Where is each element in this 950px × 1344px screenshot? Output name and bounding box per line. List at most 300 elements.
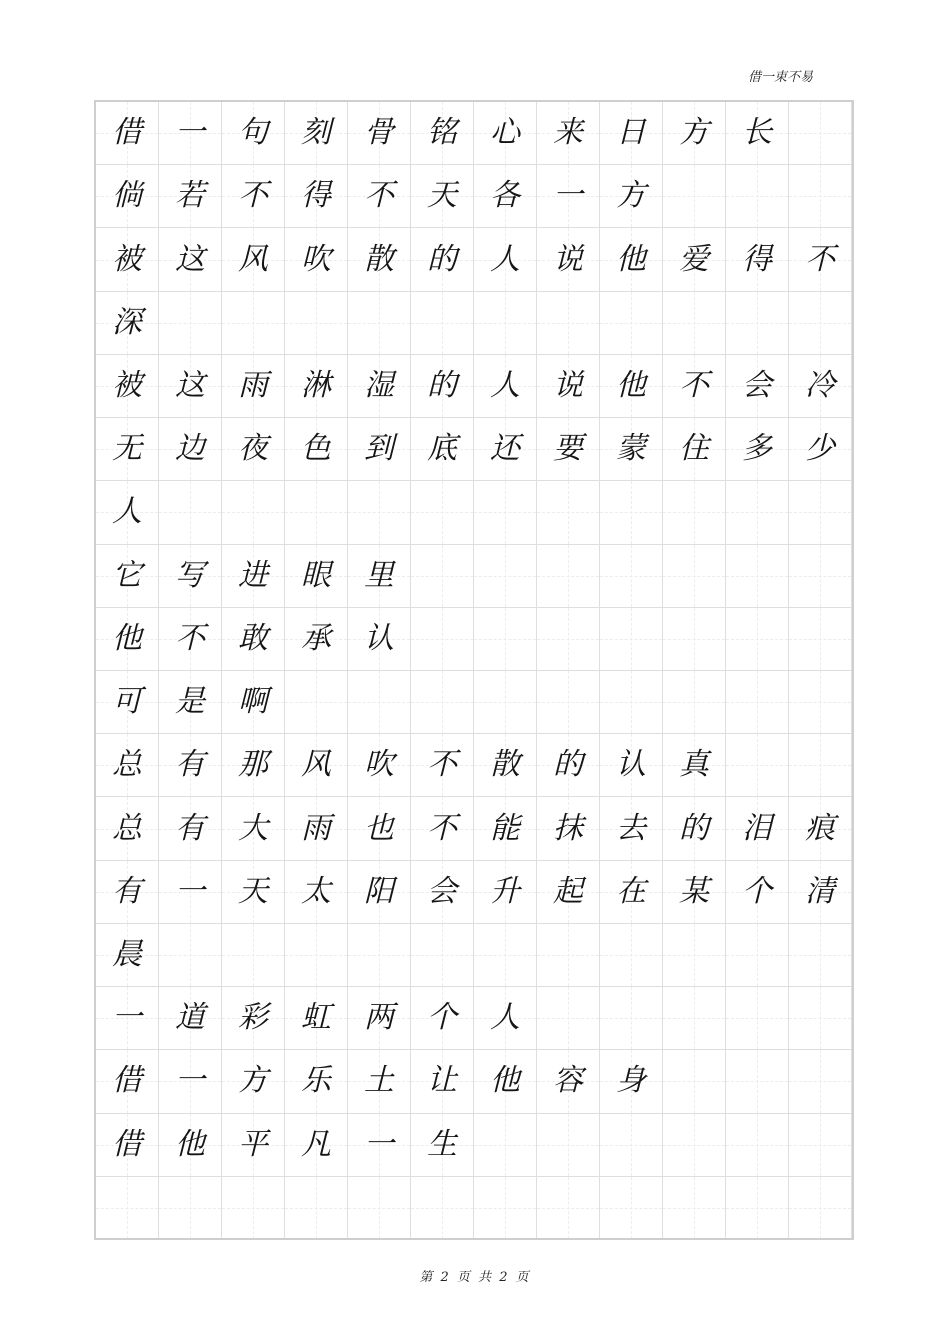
grid-cell — [159, 1177, 222, 1240]
grid-character: 的 — [427, 241, 457, 277]
grid-character: 风 — [238, 241, 268, 277]
grid-cell — [222, 861, 285, 924]
grid-cell — [222, 734, 285, 797]
grid-cell — [474, 734, 537, 797]
grid-cell — [348, 292, 411, 355]
grid-cell — [411, 671, 474, 734]
grid-cell — [159, 608, 222, 671]
grid-character: 他 — [490, 1063, 520, 1099]
grid-cell — [285, 481, 348, 544]
grid-cell — [537, 165, 600, 228]
grid-cell — [222, 924, 285, 987]
grid-cell — [222, 671, 285, 734]
grid-cell — [96, 671, 159, 734]
grid-cell — [222, 228, 285, 291]
grid-cell — [537, 102, 600, 165]
grid-cell — [600, 1114, 663, 1177]
grid-cell — [537, 481, 600, 544]
grid-character: 抹 — [553, 810, 583, 846]
grid-cell — [222, 418, 285, 481]
grid-character: 天 — [427, 178, 457, 214]
grid-cell — [726, 861, 789, 924]
grid-cell — [159, 481, 222, 544]
grid-cell — [285, 1114, 348, 1177]
grid-cell — [600, 355, 663, 418]
grid-cell — [96, 418, 159, 481]
grid-cell — [348, 418, 411, 481]
grid-cell — [726, 734, 789, 797]
grid-cell — [96, 292, 159, 355]
grid-cell — [600, 608, 663, 671]
grid-cell — [726, 1114, 789, 1177]
grid-cell — [348, 861, 411, 924]
grid-cell — [411, 545, 474, 608]
grid-cell — [222, 1050, 285, 1113]
grid-character: 骨 — [364, 115, 394, 151]
grid-character: 他 — [616, 241, 646, 277]
grid-cell — [222, 355, 285, 418]
grid-cell — [537, 861, 600, 924]
grid-character: 生 — [427, 1126, 457, 1162]
grid-character: 雨 — [301, 810, 331, 846]
grid-character: 的 — [679, 810, 709, 846]
grid-cell — [474, 292, 537, 355]
grid-cell — [726, 608, 789, 671]
grid-cell — [726, 102, 789, 165]
grid-character: 晨 — [112, 936, 142, 972]
grid-cell — [789, 292, 852, 355]
grid-character: 清 — [805, 873, 835, 909]
grid-cell — [222, 1114, 285, 1177]
grid-cell — [285, 1050, 348, 1113]
grid-cell — [348, 481, 411, 544]
grid-cell — [159, 292, 222, 355]
grid-cell — [159, 228, 222, 291]
grid-character: 来 — [553, 115, 583, 151]
grid-cell — [663, 1177, 726, 1240]
grid-cell — [159, 987, 222, 1050]
grid-character: 一 — [364, 1126, 394, 1162]
grid-cell — [159, 734, 222, 797]
grid-cell — [789, 987, 852, 1050]
grid-character: 身 — [616, 1063, 646, 1099]
grid-character: 他 — [616, 367, 646, 403]
grid-character: 一 — [553, 178, 583, 214]
grid-cell — [663, 671, 726, 734]
grid-cell — [726, 418, 789, 481]
grid-cell — [600, 165, 663, 228]
grid-cell — [663, 608, 726, 671]
grid-cell — [411, 1050, 474, 1113]
grid-character: 雨 — [238, 367, 268, 403]
grid-character: 人 — [112, 494, 142, 530]
grid-cell — [789, 165, 852, 228]
grid-character: 散 — [364, 241, 394, 277]
grid-character: 倘 — [112, 178, 142, 214]
grid-cell — [285, 608, 348, 671]
grid-cell — [285, 797, 348, 860]
grid-cell — [222, 797, 285, 860]
grid-cell — [537, 292, 600, 355]
grid-cell — [537, 608, 600, 671]
grid-character: 被 — [112, 367, 142, 403]
grid-character: 有 — [175, 747, 205, 783]
grid-character: 不 — [805, 241, 835, 277]
grid-cell — [789, 608, 852, 671]
grid-cell — [159, 1050, 222, 1113]
grid-cell — [726, 481, 789, 544]
grid-character: 眼 — [301, 557, 331, 593]
grid-cell — [474, 797, 537, 860]
grid-cell — [96, 797, 159, 860]
page-number-footer: 第 2 页 共 2 页 — [419, 1270, 531, 1285]
grid-cell — [789, 1050, 852, 1113]
grid-character: 得 — [301, 178, 331, 214]
grid-character: 住 — [679, 431, 709, 467]
grid-cell — [222, 292, 285, 355]
grid-cell — [411, 734, 474, 797]
grid-character: 人 — [490, 1000, 520, 1036]
grid-character: 真 — [679, 747, 709, 783]
grid-cell — [726, 355, 789, 418]
grid-cell — [348, 355, 411, 418]
grid-cell — [159, 671, 222, 734]
grid-cell — [96, 608, 159, 671]
grid-character: 爱 — [679, 241, 709, 277]
grid-cell — [96, 987, 159, 1050]
grid-cell — [663, 165, 726, 228]
grid-character: 这 — [175, 367, 205, 403]
grid-cell — [789, 734, 852, 797]
grid-cell — [663, 1050, 726, 1113]
grid-cell — [159, 102, 222, 165]
grid-character: 无 — [112, 431, 142, 467]
grid-character: 铭 — [427, 115, 457, 151]
grid-cell — [411, 987, 474, 1050]
grid-cell — [348, 924, 411, 987]
grid-cell — [726, 1050, 789, 1113]
grid-cell — [600, 481, 663, 544]
grid-cell — [285, 987, 348, 1050]
grid-cell — [474, 924, 537, 987]
grid-cell — [159, 355, 222, 418]
grid-character: 可 — [112, 684, 142, 720]
grid-character: 少 — [805, 431, 835, 467]
page-header-title: 借一束不易 — [747, 70, 813, 85]
grid-character: 认 — [616, 747, 646, 783]
grid-cell — [411, 292, 474, 355]
grid-character: 是 — [175, 684, 205, 720]
grid-cell — [537, 228, 600, 291]
grid-cell — [96, 228, 159, 291]
grid-cell — [726, 545, 789, 608]
grid-cell — [537, 355, 600, 418]
grid-cell — [96, 734, 159, 797]
grid-cell — [474, 481, 537, 544]
writing-grid-frame — [94, 100, 854, 1240]
grid-cell — [789, 228, 852, 291]
grid-character: 太 — [301, 873, 331, 909]
grid-cell — [726, 1177, 789, 1240]
grid-character: 平 — [238, 1126, 268, 1162]
grid-cell — [285, 102, 348, 165]
grid-character: 淋 — [301, 367, 331, 403]
grid-character: 这 — [175, 241, 205, 277]
grid-character: 色 — [301, 431, 331, 467]
grid-character: 人 — [490, 241, 520, 277]
grid-cell — [348, 1050, 411, 1113]
grid-cell — [285, 671, 348, 734]
grid-cell — [789, 797, 852, 860]
grid-cell — [474, 228, 537, 291]
grid-cell — [726, 228, 789, 291]
grid-cell — [411, 102, 474, 165]
grid-character: 道 — [175, 1000, 205, 1036]
grid-cell — [285, 545, 348, 608]
grid-cell — [411, 608, 474, 671]
grid-character: 吹 — [364, 747, 394, 783]
grid-cell — [348, 797, 411, 860]
grid-character: 蒙 — [616, 431, 646, 467]
grid-cell — [474, 355, 537, 418]
grid-character: 也 — [364, 810, 394, 846]
grid-character: 两 — [364, 1000, 394, 1036]
grid-character: 会 — [427, 873, 457, 909]
grid-cell — [348, 1177, 411, 1240]
grid-character: 起 — [553, 873, 583, 909]
grid-character: 敢 — [238, 620, 268, 656]
grid-cell — [411, 481, 474, 544]
grid-cell — [348, 987, 411, 1050]
grid-character: 句 — [238, 115, 268, 151]
grid-character: 借 — [112, 115, 142, 151]
grid-cell — [411, 924, 474, 987]
grid-character: 不 — [427, 747, 457, 783]
grid-cell — [663, 545, 726, 608]
grid-cell — [726, 924, 789, 987]
grid-character: 不 — [238, 178, 268, 214]
grid-character: 它 — [112, 557, 142, 593]
grid-character: 风 — [301, 747, 331, 783]
grid-character: 到 — [364, 431, 394, 467]
grid-cell — [600, 924, 663, 987]
grid-cell — [285, 924, 348, 987]
grid-character: 散 — [490, 747, 520, 783]
grid-cell — [285, 165, 348, 228]
grid-character: 里 — [364, 557, 394, 593]
grid-cell — [159, 165, 222, 228]
grid-cell — [789, 924, 852, 987]
grid-cell — [600, 987, 663, 1050]
grid-character: 升 — [490, 873, 520, 909]
grid-character: 多 — [742, 431, 772, 467]
grid-cell — [789, 418, 852, 481]
grid-cell — [348, 165, 411, 228]
grid-cell — [537, 987, 600, 1050]
grid-cell — [600, 228, 663, 291]
grid-cell — [474, 671, 537, 734]
grid-character: 吹 — [301, 241, 331, 277]
grid-character: 一 — [175, 873, 205, 909]
grid-cell — [663, 292, 726, 355]
grid-cell — [537, 1050, 600, 1113]
grid-cell — [474, 165, 537, 228]
grid-character: 承 — [301, 620, 331, 656]
grid-cell — [285, 418, 348, 481]
grid-cell — [411, 165, 474, 228]
grid-cell — [96, 355, 159, 418]
grid-character: 心 — [490, 115, 520, 151]
grid-cell — [96, 1177, 159, 1240]
grid-cell — [663, 481, 726, 544]
grid-cell — [411, 228, 474, 291]
grid-cell — [285, 1177, 348, 1240]
grid-cell — [285, 292, 348, 355]
grid-cell — [285, 355, 348, 418]
grid-character: 会 — [742, 367, 772, 403]
grid-character: 得 — [742, 241, 772, 277]
grid-cell — [411, 861, 474, 924]
grid-cell — [159, 924, 222, 987]
grid-character: 有 — [112, 873, 142, 909]
grid-cell — [663, 924, 726, 987]
grid-cell — [663, 418, 726, 481]
grid-cell — [663, 987, 726, 1050]
grid-cell — [789, 481, 852, 544]
grid-character: 大 — [238, 810, 268, 846]
grid-cell — [726, 165, 789, 228]
grid-cell — [159, 1114, 222, 1177]
grid-character: 啊 — [238, 684, 268, 720]
grid-character: 被 — [112, 241, 142, 277]
grid-cell — [789, 355, 852, 418]
grid-character: 借 — [112, 1063, 142, 1099]
grid-cell — [96, 1114, 159, 1177]
grid-character: 方 — [238, 1063, 268, 1099]
grid-character: 人 — [490, 367, 520, 403]
grid-character: 方 — [679, 115, 709, 151]
grid-cell — [474, 418, 537, 481]
grid-character: 一 — [175, 1063, 205, 1099]
grid-cell — [96, 1050, 159, 1113]
grid-character: 土 — [364, 1063, 394, 1099]
grid-cell — [789, 1177, 852, 1240]
grid-cell — [285, 861, 348, 924]
grid-cell — [159, 797, 222, 860]
grid-character: 各 — [490, 178, 520, 214]
grid-character: 的 — [553, 747, 583, 783]
grid-cell — [789, 545, 852, 608]
grid-cell — [96, 481, 159, 544]
grid-cell — [663, 797, 726, 860]
grid-cell — [537, 545, 600, 608]
grid-character: 要 — [553, 431, 583, 467]
grid-cell — [411, 797, 474, 860]
grid-cell — [600, 797, 663, 860]
grid-character: 刻 — [301, 115, 331, 151]
grid-character: 某 — [679, 873, 709, 909]
grid-cell — [159, 545, 222, 608]
grid-cell — [474, 1114, 537, 1177]
grid-cell — [789, 102, 852, 165]
grid-cell — [348, 671, 411, 734]
grid-character: 方 — [616, 178, 646, 214]
grid-cell — [348, 545, 411, 608]
grid-cell — [789, 861, 852, 924]
grid-character: 冷 — [805, 367, 835, 403]
grid-cell — [663, 1114, 726, 1177]
grid-character: 一 — [112, 1000, 142, 1036]
grid-cell — [726, 292, 789, 355]
grid-cell — [600, 545, 663, 608]
grid-character: 夜 — [238, 431, 268, 467]
grid-cell — [537, 1114, 600, 1177]
grid-cell — [96, 165, 159, 228]
grid-cell — [789, 671, 852, 734]
grid-cell — [537, 1177, 600, 1240]
grid-character: 日 — [616, 115, 646, 151]
grid-cell — [474, 1050, 537, 1113]
grid-cell — [348, 608, 411, 671]
grid-character: 深 — [112, 304, 142, 340]
grid-cell — [474, 608, 537, 671]
grid-character: 去 — [616, 810, 646, 846]
grid-cell — [285, 228, 348, 291]
grid-character: 在 — [616, 873, 646, 909]
grid-character: 阳 — [364, 873, 394, 909]
grid-cell — [96, 861, 159, 924]
grid-cell — [222, 608, 285, 671]
grid-cell — [348, 102, 411, 165]
grid-cell — [96, 924, 159, 987]
grid-cell — [537, 418, 600, 481]
grid-character: 认 — [364, 620, 394, 656]
grid-cell — [474, 545, 537, 608]
grid-character: 写 — [175, 557, 205, 593]
grid-character: 总 — [112, 810, 142, 846]
grid-cell — [411, 1114, 474, 1177]
grid-character: 若 — [175, 178, 205, 214]
grid-character: 说 — [553, 367, 583, 403]
grid-cell — [600, 734, 663, 797]
grid-cell — [411, 418, 474, 481]
grid-cell — [222, 481, 285, 544]
grid-cell — [600, 418, 663, 481]
grid-cell — [726, 797, 789, 860]
grid-cell — [663, 228, 726, 291]
grid-cell — [222, 1177, 285, 1240]
grid-character: 借 — [112, 1126, 142, 1162]
grid-cell — [663, 734, 726, 797]
grid-character: 彩 — [238, 1000, 268, 1036]
grid-cell — [474, 861, 537, 924]
grid-character: 他 — [175, 1126, 205, 1162]
grid-cell — [537, 924, 600, 987]
grid-character: 个 — [427, 1000, 457, 1036]
grid-character: 乐 — [301, 1063, 331, 1099]
grid-character: 虹 — [301, 1000, 331, 1036]
grid-cell — [411, 1177, 474, 1240]
grid-character: 长 — [742, 115, 772, 151]
grid-cell — [600, 671, 663, 734]
grid-character: 还 — [490, 431, 520, 467]
grid-character: 不 — [427, 810, 457, 846]
grid-cell — [663, 355, 726, 418]
grid-character: 他 — [112, 620, 142, 656]
grid-cell — [474, 102, 537, 165]
writing-grid — [96, 102, 852, 1240]
grid-character: 能 — [490, 810, 520, 846]
